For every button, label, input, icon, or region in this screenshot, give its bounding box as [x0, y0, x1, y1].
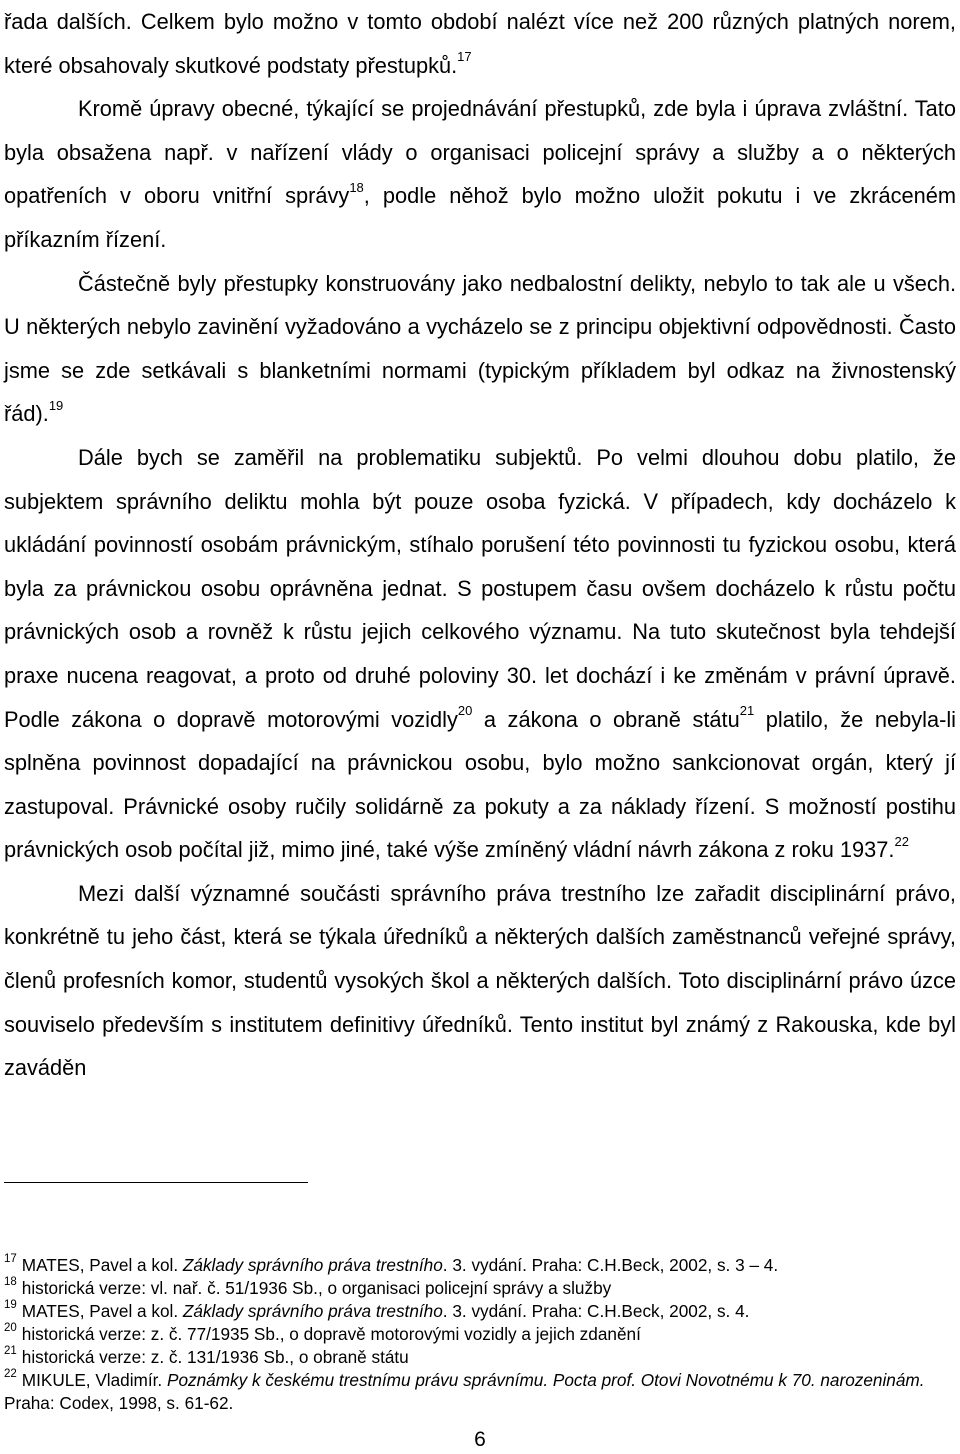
paragraph-2-text-a: Kromě úpravy obecné, týkající se projednávání přestupků, zde byla i úprava zvláštní. Tato byla obsažena např. v nařízení vlády o organisaci policejní správy a služby a o některých opatřeních v oboru vnitřní správy [4, 96, 956, 209]
footnote-text-end: . 3. vydání. Praha: C.H.Beck, 2002, s. 3 – 4. [442, 1255, 779, 1275]
footnote-text: MIKULE, Vladimír. [21, 1370, 167, 1390]
paragraph-2-text-b: , podle něhož bylo možno uložit pokutu i ve zkráceném příkazním řízení. [4, 183, 956, 252]
footnote-number: 19 [4, 1299, 17, 1312]
paragraph-4-text-c: platilo, že nebyla-li splněna povinnost dopadající na právnickou osobu, bylo možno sankcionovat orgán, který jí zastupoval. Právnické osoby ručily solidárně za pokuty a za náklady řízení. S možností postihu právnických osob počítal již, mimo jiné, také výše zmíněný vládní návrh zákona z roku 1937. [4, 706, 957, 863]
footnote-17 [4, 1254, 956, 1277]
footnote-19 [4, 1300, 956, 1323]
document-page [4, 0, 956, 1454]
footnote-18 [4, 1277, 956, 1300]
footnote-number: 22 [4, 1368, 17, 1381]
paragraph-5 [4, 872, 956, 1090]
paragraph-5-text: Mezi další významné součásti správního práva trestního lze zařadit disciplinární právo, konkrétně tu jeho část, která se týkala úředníků a některých dalších zaměstnanců veřejné správy, členů profesních komor, studentů vysokých škol a některých dalších. Toto disciplinární právo úzce souviselo především s institutem definitivy úředníků. Tento institut byl známý z Rakouska, kde byl zaváděn [4, 880, 956, 1081]
paragraph-4 [4, 436, 956, 872]
footnote-text: MATES, Pavel a kol. [21, 1301, 183, 1321]
footnote-ref-22[interactable]: 22 [894, 834, 909, 850]
footnote-text: historická verze: z. č. 131/1936 Sb., o obraně státu [21, 1347, 409, 1367]
footnote-title: Poznámky k českému trestnímu právu správnímu. Pocta prof. Otovi Novotnému k 70. narozeninám. [166, 1370, 925, 1390]
footnote-number: 21 [4, 1345, 17, 1358]
footnote-ref-17[interactable]: 17 [457, 49, 472, 65]
footnote-ref-19[interactable]: 19 [48, 398, 64, 414]
paragraph-1-text: řada dalších. Celkem bylo možno v tomto období nalézt více než 200 různých platných norem, které obsahovaly skutkové podstaty přestupků. [4, 9, 956, 78]
paragraph-4-text-b: a zákona o obraně státu [472, 706, 740, 732]
footnote-number: 17 [4, 1253, 17, 1266]
footnote-21 [4, 1346, 956, 1369]
footnote-text-end: . 3. vydání. Praha: C.H.Beck, 2002, s. 4. [442, 1301, 750, 1321]
footnote-separator [4, 1182, 308, 1183]
footnotes [4, 1254, 956, 1415]
paragraph-3 [4, 262, 956, 436]
footnote-text: historická verze: z. č. 77/1935 Sb., o dopravě motorovými vozidly a jejich zdanění [21, 1324, 641, 1344]
footnote-title: Základy správního práva trestního [182, 1255, 443, 1275]
footnote-number: 20 [4, 1322, 17, 1335]
footnote-ref-20[interactable]: 20 [457, 703, 473, 719]
footnote-text: historická verze: vl. nař. č. 51/1936 Sb., o organisaci policejní správy a služby [21, 1278, 612, 1298]
paragraph-3-text: Částečně byly přestupky konstruovány jako nedbalostní delikty, nebylo to tak ale u všech. U některých nebylo zavinění vyžadováno a vycházelo se z principu objektivní odpovědnosti. Často jsme se zde setkávali s blanketními normami (typickým příkladem byl odkaz na živnostenský řád). [4, 270, 956, 427]
footnote-title: Základy správního práva trestního [182, 1301, 443, 1321]
footnote-number: 18 [4, 1276, 17, 1289]
paragraph-2 [4, 87, 956, 261]
body-text [4, 0, 956, 1090]
paragraph-4-text-a: Dále bych se zaměřil na problematiku subjektů. Po velmi dlouhou dobu platilo, že subjektem správního deliktu mohla být pouze osoba fyzická. V případech, kdy docházelo k ukládání povinností osobám právnickým, stíhalo porušení této povinnosti tu fyzickou osobu, která byla za právnickou osobu oprávněna jednat. S postupem času ovšem docházelo k růstu počtu právnických osob a rovněž k růstu jejich celkového významu. Na tuto skutečnost byla tehdejší praxe nucena reagovat, a proto od druhé poloviny 30. let dochází i ke změnám v právní úpravě. Podle zákona o dopravě motorovými vozidly [4, 444, 956, 732]
footnote-20 [4, 1323, 956, 1346]
paragraph-1 [4, 0, 956, 87]
footnote-ref-18[interactable]: 18 [349, 180, 364, 196]
footnote-22 [4, 1369, 956, 1415]
page-number: 6 [474, 1428, 486, 1451]
footnote-text-end: Praha: Codex, 1998, s. 61-62. [4, 1393, 234, 1413]
footnote-ref-21[interactable]: 21 [739, 703, 755, 719]
footnote-text: MATES, Pavel a kol. [21, 1255, 183, 1275]
